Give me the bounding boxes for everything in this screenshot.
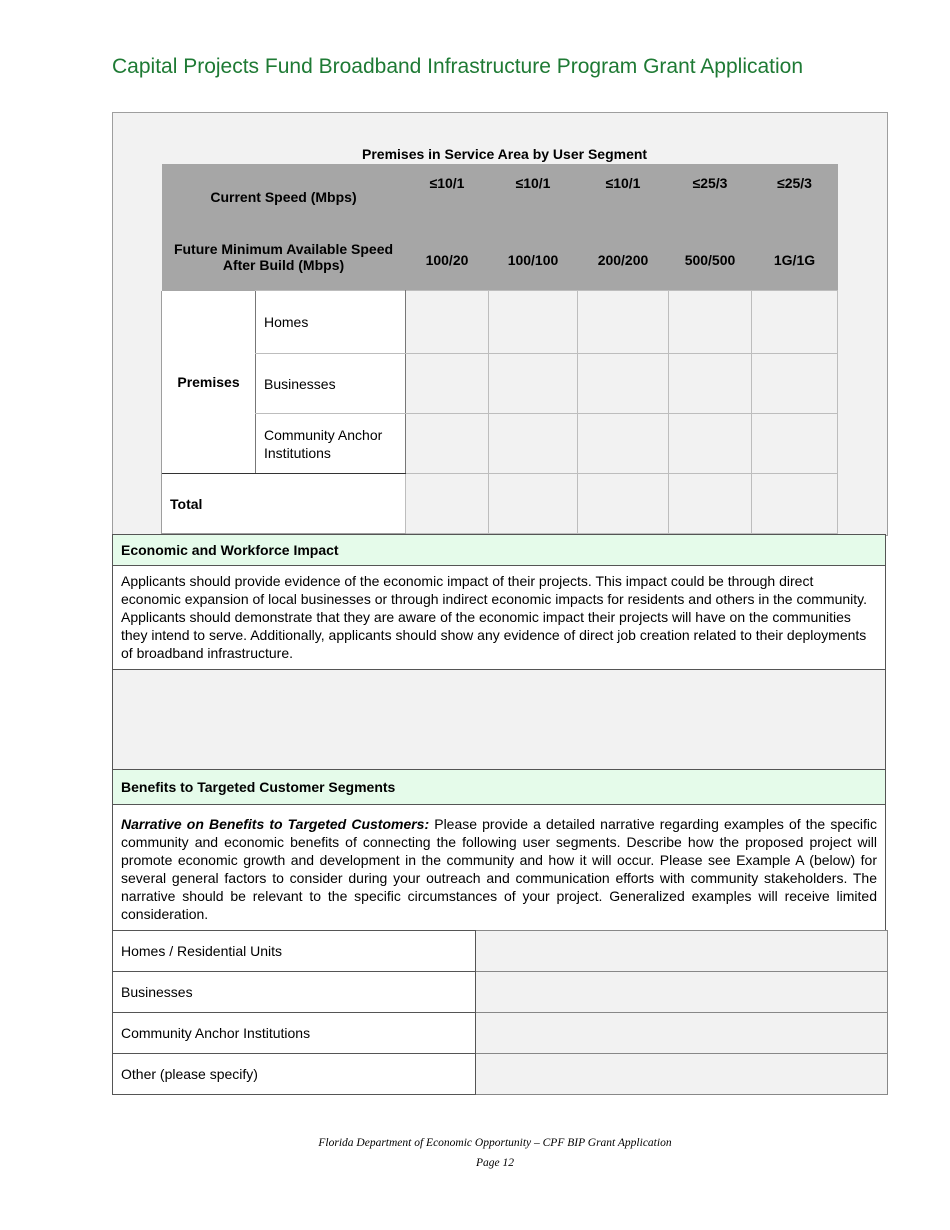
row-label-anchor-institutions: Community Anchor Institutions — [256, 414, 406, 474]
segment-response-field[interactable] — [476, 1013, 888, 1054]
future-speed-cell: 100/100 — [489, 229, 578, 291]
total-row — [162, 474, 838, 534]
input-cell[interactable] — [489, 291, 578, 354]
input-cell[interactable] — [752, 414, 838, 474]
future-speed-cell: 1G/1G — [752, 229, 838, 291]
page-title: Capital Projects Fund Broadband Infrastructure Program Grant Application — [112, 55, 804, 78]
economic-impact-heading-text: Economic and Workforce Impact — [121, 542, 339, 558]
input-cell[interactable] — [752, 354, 838, 414]
input-cell[interactable] — [578, 354, 669, 414]
current-speed-cell: ≤25/3 — [752, 164, 838, 229]
input-cell[interactable] — [489, 474, 578, 534]
input-cell[interactable] — [406, 474, 489, 534]
input-cell[interactable] — [578, 474, 669, 534]
input-cell[interactable] — [578, 414, 669, 474]
input-cell[interactable] — [752, 291, 838, 354]
input-cell[interactable] — [669, 474, 752, 534]
future-speed-label: Future Minimum Available Speed After Build (Mbps) — [162, 229, 406, 291]
page-number: Page 12 — [475, 1157, 514, 1169]
current-speed-cell: ≤25/3 — [669, 164, 752, 229]
benefits-instructions — [112, 804, 886, 931]
current-speed-cell: ≤10/1 — [578, 164, 669, 229]
input-cell[interactable] — [669, 291, 752, 354]
current-speed-cell: ≤10/1 — [489, 164, 578, 229]
segment-label: Homes / Residential Units — [113, 931, 476, 972]
input-cell[interactable] — [406, 414, 489, 474]
segments-table — [112, 930, 888, 1095]
input-cell[interactable] — [669, 414, 752, 474]
row-label-businesses: Businesses — [256, 354, 406, 414]
benefits-heading-text: Benefits to Targeted Customer Segments — [121, 779, 396, 795]
benefits-heading — [112, 769, 886, 805]
row-label-homes: Homes — [256, 291, 406, 354]
total-label: Total — [162, 474, 406, 534]
current-speed-row — [162, 164, 838, 229]
table-row — [162, 414, 838, 474]
economic-impact-response-field[interactable] — [112, 669, 886, 770]
table-row — [162, 354, 838, 414]
input-cell[interactable] — [578, 291, 669, 354]
table-row — [113, 1054, 888, 1095]
premises-label: Premises — [162, 291, 256, 474]
input-cell[interactable] — [406, 291, 489, 354]
segment-label: Businesses — [113, 972, 476, 1013]
input-cell[interactable] — [489, 414, 578, 474]
current-speed-cell: ≤10/1 — [406, 164, 489, 229]
table-row — [113, 931, 888, 972]
table-row — [113, 1013, 888, 1054]
footer-text: Florida Department of Economic Opportunity – CPF BIP Grant Application — [318, 1137, 672, 1149]
economic-impact-instructions: Applicants should provide evidence of the economic impact of their projects. This impact could be through direct economic expansion of local businesses or through indirect economic impacts for residents and others in the community. Applicants should demonstrate that they are aware of the economic impact their projects will have on the communities they intend to serve. Additionally, applicants should show any evidence of direct job creation related to their deployments of broadband infrastructure. — [112, 565, 886, 670]
segment-label: Other (please specify) — [113, 1054, 476, 1095]
economic-impact-heading — [112, 534, 886, 566]
segment-response-field[interactable] — [476, 1054, 888, 1095]
input-cell[interactable] — [406, 354, 489, 414]
narrative-label: Narrative on Benefits to Targeted Customers: — [121, 816, 430, 832]
current-speed-label: Current Speed (Mbps) — [162, 164, 406, 229]
future-speed-cell: 100/20 — [406, 229, 489, 291]
future-speed-cell: 500/500 — [669, 229, 752, 291]
premises-table — [161, 164, 838, 534]
segment-label: Community Anchor Institutions — [113, 1013, 476, 1054]
input-cell[interactable] — [752, 474, 838, 534]
segment-response-field[interactable] — [476, 972, 888, 1013]
future-speed-cell: 200/200 — [578, 229, 669, 291]
future-speed-row — [162, 229, 838, 291]
table-row — [113, 972, 888, 1013]
input-cell[interactable] — [669, 354, 752, 414]
segment-response-field[interactable] — [476, 931, 888, 972]
narrative-text: Please provide a detailed narrative regarding examples of the specific community and economic benefits of connecting the following user segments. Describe how the proposed project will promote economic growth and development in the community and how it will occur. Please see Example A (below) for several general factors to consider during your outreach and communication efforts with community stakeholders. The narrative should be relevant to the specific circumstances of your project. Generalized examples will receive limited consideration. — [121, 816, 877, 922]
premises-table-caption: Premises in Service Area by User Segment — [362, 146, 648, 162]
table-row — [162, 291, 838, 354]
input-cell[interactable] — [489, 354, 578, 414]
